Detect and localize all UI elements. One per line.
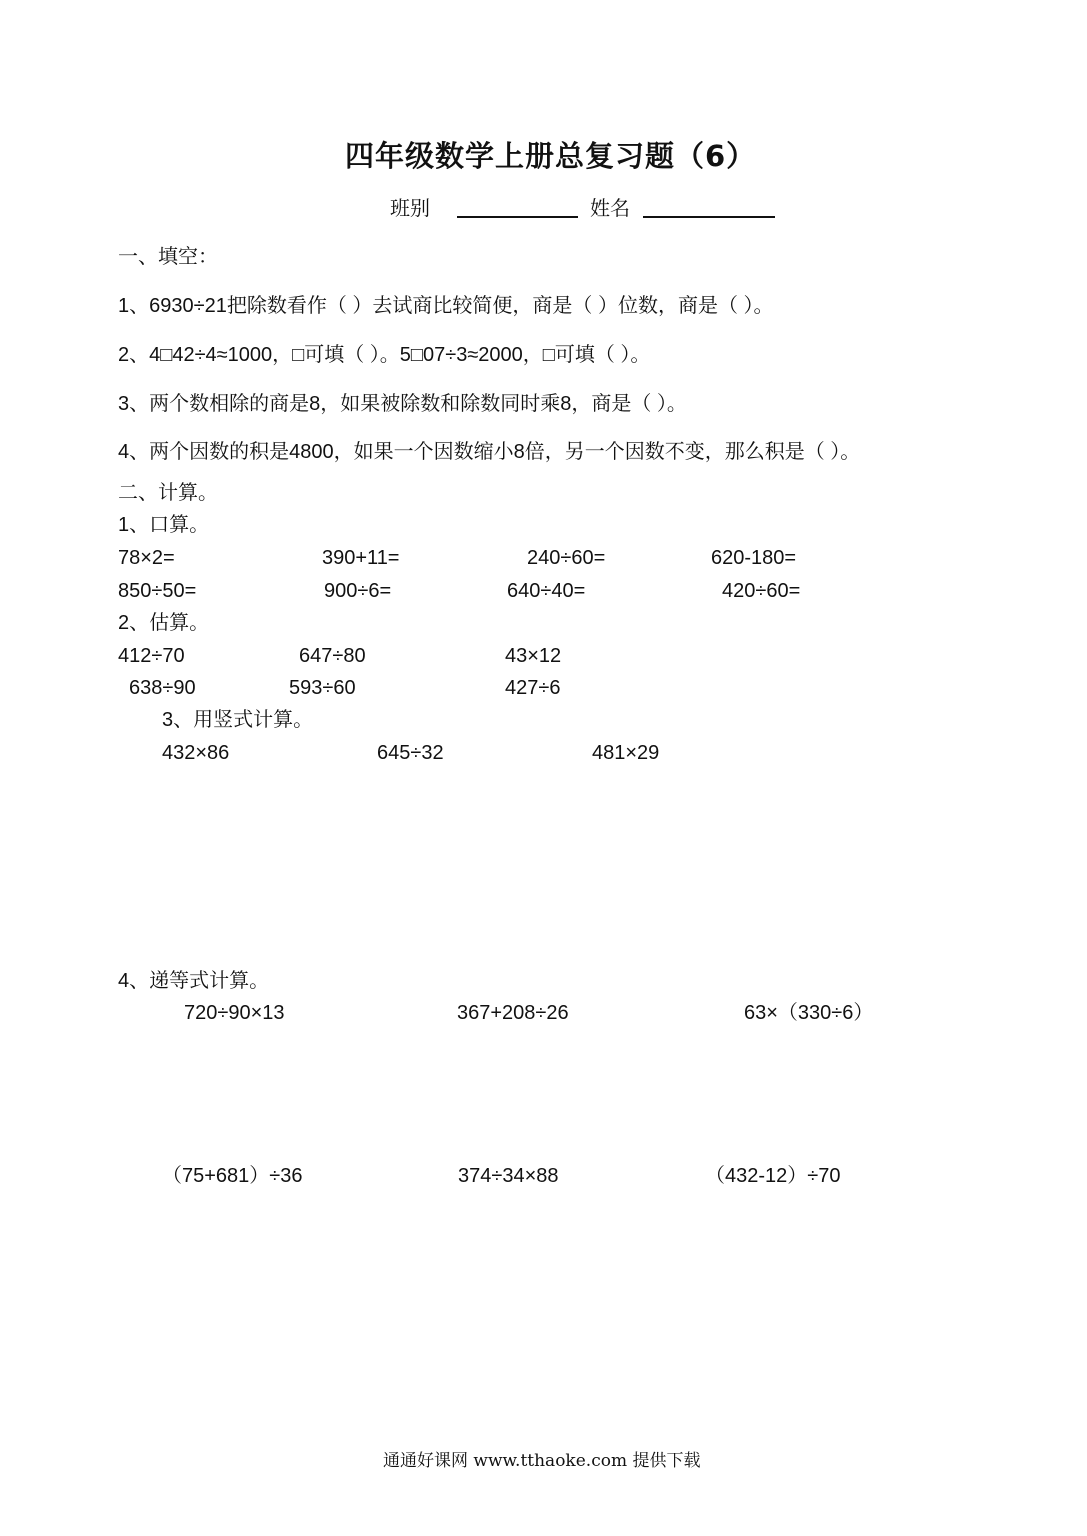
oral-problem: 390+11= [322, 547, 400, 569]
vertical-heading: 3、用竖式计算。 [162, 709, 314, 731]
vertical-problem: 645÷32 [377, 742, 444, 764]
page-title: 四年级数学上册总复习题（6） [345, 139, 757, 173]
oral-problem: 420÷60= [722, 580, 801, 602]
stepwise-problem: 720÷90×13 [184, 1002, 285, 1024]
class-blank[interactable] [457, 216, 578, 218]
oral-problem: 640÷40= [507, 580, 586, 602]
fill-item-2: 2、4□42÷4≈1000，□可填（ ）。5□07÷3≈2000，□可填（ ）。 [118, 344, 651, 366]
stepwise-problem: （75+681）÷36 [162, 1165, 303, 1187]
estimate-problem: 593÷60 [289, 677, 356, 699]
estimate-problem: 412÷70 [118, 645, 185, 667]
name-blank[interactable] [643, 216, 775, 218]
section2-heading: 二、计算。 [118, 482, 218, 504]
oral-heading: 1、口算。 [118, 514, 210, 536]
section1-heading: 一、填空： [118, 246, 218, 268]
fill-item-1: 1、6930÷21把除数看作（ ）去试商比较简便，商是（ ）位数，商是（ ）。 [118, 295, 774, 317]
vertical-problem: 481×29 [592, 742, 660, 764]
stepwise-heading: 4、递等式计算。 [118, 970, 270, 992]
oral-problem: 240÷60= [527, 547, 606, 569]
oral-problem: 620-180= [711, 547, 797, 569]
stepwise-problem: 367+208÷26 [457, 1002, 569, 1024]
oral-problem: 78×2= [118, 547, 175, 569]
estimate-problem: 43×12 [505, 645, 562, 667]
stepwise-problem: 374÷34×88 [458, 1165, 559, 1187]
class-label: 班别 [390, 198, 430, 220]
oral-problem: 850÷50= [118, 580, 197, 602]
estimate-heading: 2、估算。 [118, 612, 210, 634]
footer-text: 通通好课网 www.tthaoke.com 提供下载 [383, 1451, 701, 1471]
estimate-problem: 647÷80 [299, 645, 366, 667]
estimate-problem: 427÷6 [505, 677, 561, 699]
stepwise-problem: 63×（330÷6） [744, 1002, 874, 1024]
fill-item-3: 3、两个数相除的商是8，如果被除数和除数同时乘8，商是（ ）。 [118, 393, 687, 415]
vertical-problem: 432×86 [162, 742, 230, 764]
fill-item-4: 4、两个因数的积是4800，如果一个因数缩小8倍，另一个因数不变，那么积是（ ）。 [118, 441, 861, 463]
estimate-problem: 638÷90 [129, 677, 196, 699]
name-label: 姓名 [590, 198, 630, 220]
oral-problem: 900÷6= [324, 580, 392, 602]
stepwise-problem: （432-12）÷70 [705, 1165, 841, 1187]
